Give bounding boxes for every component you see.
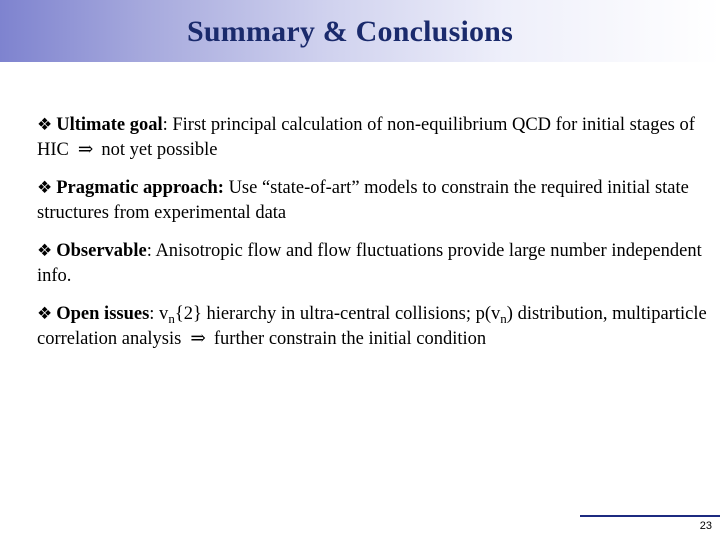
double-right-arrow-icon: ⇒ (77, 140, 94, 160)
double-right-arrow-icon: ⇒ (190, 329, 206, 349)
bullet-text: {2} hierarchy in ultra-central collisions; p(v (174, 304, 501, 324)
bullet-item-open-issues (37, 302, 712, 352)
slide-title: Summary & Conclusions (187, 15, 513, 48)
diamond-bullet-icon: ❖ (37, 304, 53, 324)
bullet-text: not yet possible (101, 140, 218, 160)
diamond-bullet-icon: ❖ (37, 115, 53, 135)
bullet-term: Ultimate goal (56, 115, 163, 135)
bullet-term: Pragmatic approach: (56, 178, 224, 198)
bullet-term: Open issues (56, 304, 150, 324)
diamond-bullet-icon: ❖ (37, 241, 53, 261)
bullet-text: further constrain the initial condition (213, 329, 487, 349)
page-number: 23 (699, 520, 712, 532)
diamond-bullet-icon: ❖ (37, 178, 53, 198)
bullet-list (37, 113, 712, 365)
bullet-text: ) distribution, multiparticle correlation analysis (37, 304, 707, 349)
subscript-n: n (168, 311, 175, 326)
bullet-text: : v (149, 304, 169, 324)
bullet-text: : Anisotropic flow and flow fluctuations provide large number independent info. (37, 241, 702, 286)
bullet-text: First principal calculation of non-equilibrium QCD for initial stages of HIC (37, 115, 695, 160)
subscript-n: n (500, 311, 507, 326)
bullet-item-ultimate-goal (37, 113, 712, 163)
bullet-term: Observable (56, 241, 147, 261)
bullet-item-pragmatic-approach (37, 176, 712, 226)
bullet-term-suffix: : (162, 115, 168, 135)
footer-divider (580, 515, 720, 517)
title-bar (0, 0, 720, 62)
bullet-item-observable (37, 239, 712, 289)
bullet-text: Use “state-of-art” models to constrain the required initial state structures from experimental data (37, 178, 689, 223)
